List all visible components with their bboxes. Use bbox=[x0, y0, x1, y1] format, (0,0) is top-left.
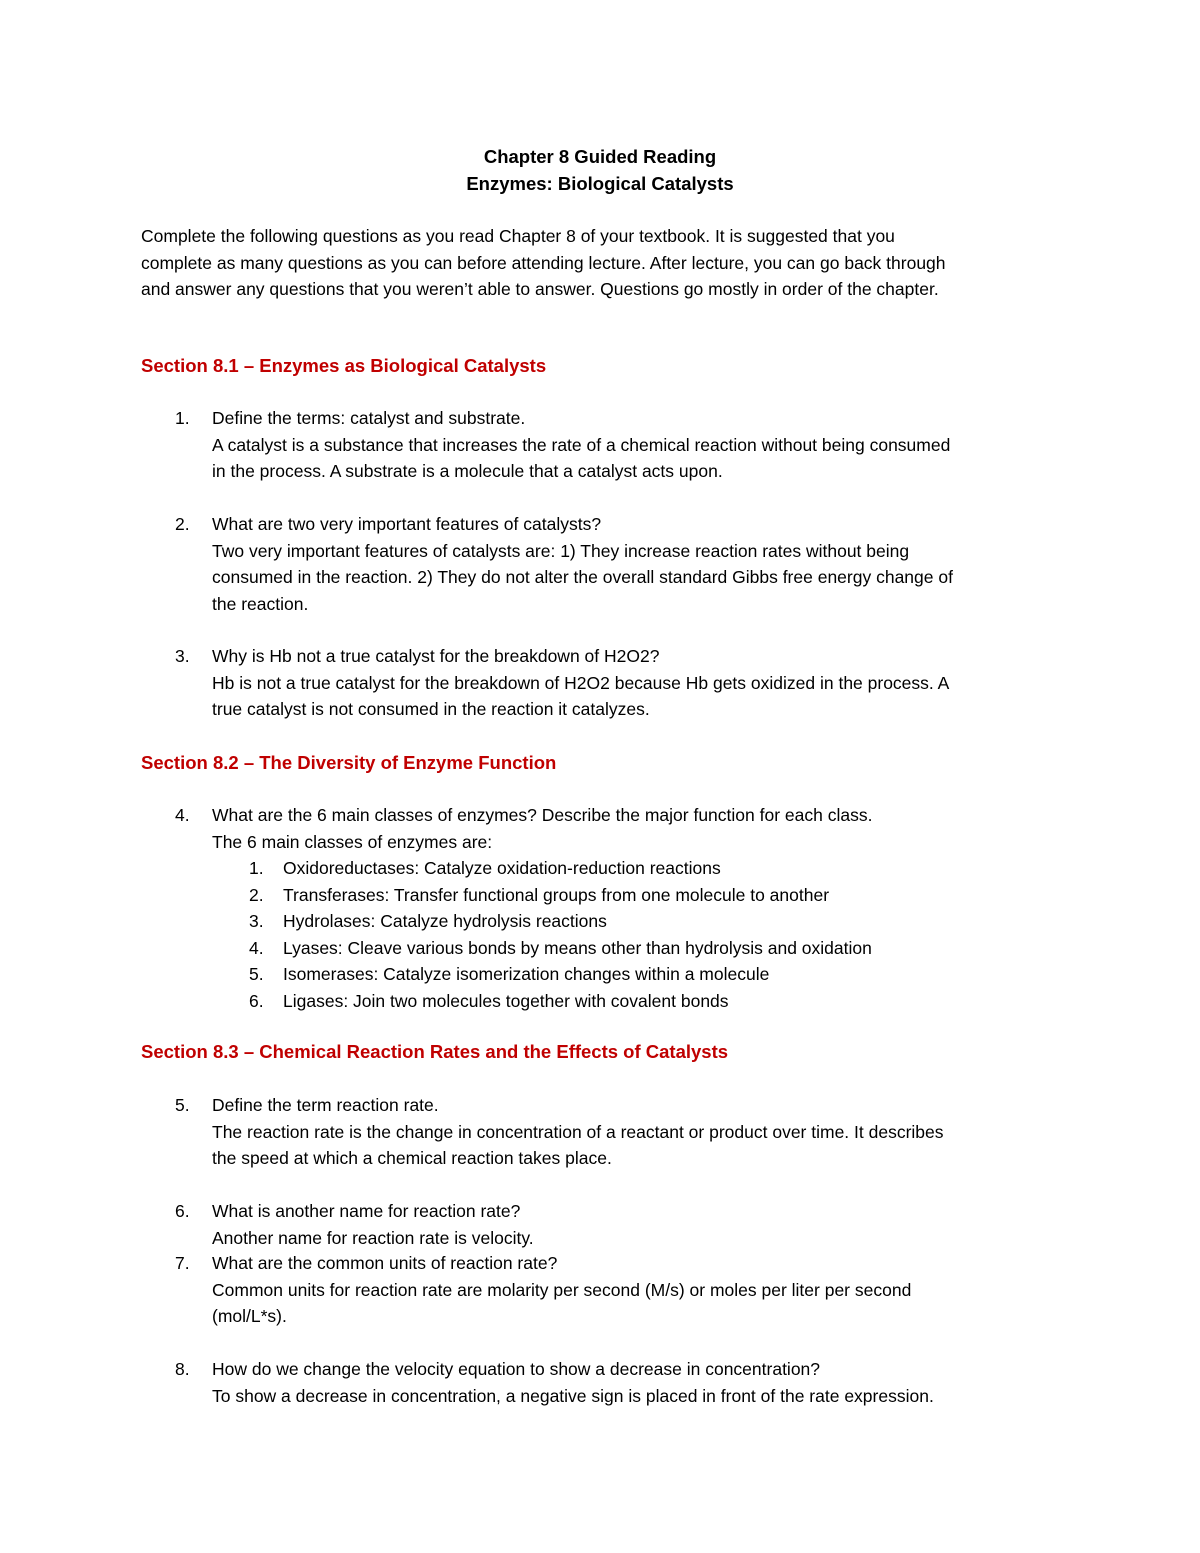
list-item-number: 1. bbox=[249, 858, 264, 878]
list-item-number: 5. bbox=[249, 964, 264, 984]
enzyme-class-list bbox=[212, 855, 1061, 1014]
list-item-text: Ligases: Join two molecules together with covalent bonds bbox=[283, 990, 729, 1011]
question-3 bbox=[141, 643, 1061, 723]
list-item-text: Transferases: Transfer functional groups from one molecule to another bbox=[283, 884, 830, 905]
section-heading-8-2: Section 8.2 – The Diversity of Enzyme Function bbox=[141, 752, 557, 773]
document-title bbox=[0, 143, 1200, 197]
list-item-text: Hydrolases: Catalyze hydrolysis reactions bbox=[283, 911, 607, 931]
section-heading-8-3: Section 8.3 – Chemical Reaction Rates and the Effects of Catalysts bbox=[141, 1041, 729, 1062]
question-number: 7. bbox=[175, 1253, 190, 1273]
intro-line: Complete the following questions as you read Chapter 8 of your textbook. It is suggested that you bbox=[141, 226, 895, 246]
list-item bbox=[212, 988, 1061, 1015]
answer-line: (mol/L*s). bbox=[212, 1306, 287, 1326]
question-number: 1. bbox=[175, 408, 190, 428]
list-item-number: 6. bbox=[249, 990, 264, 1011]
answer-line: A catalyst is a substance that increases the rate of a chemical reaction without being consumed bbox=[212, 434, 951, 455]
question-number: 2. bbox=[175, 514, 190, 534]
answer-line: the reaction. bbox=[212, 593, 309, 614]
answer-line: The reaction rate is the change in concentration of a reactant or product over time. It describes bbox=[212, 1121, 944, 1142]
question-1 bbox=[141, 405, 1061, 485]
question-4 bbox=[141, 802, 1061, 1014]
list-item bbox=[212, 908, 1061, 935]
list-item bbox=[212, 961, 1061, 988]
question-7 bbox=[141, 1250, 1061, 1330]
answer-line: in the process. A substrate is a molecule that a catalyst acts upon. bbox=[212, 461, 723, 481]
question-text: What are the common units of reaction rate? bbox=[212, 1253, 558, 1273]
list-item-text: Isomerases: Catalyze isomerization changes within a molecule bbox=[283, 964, 770, 984]
list-item bbox=[212, 935, 1061, 962]
intro-line: and answer any questions that you weren’t able to answer. Questions go mostly in order of the chapter. bbox=[141, 279, 939, 299]
question-text: Define the term reaction rate. bbox=[212, 1095, 439, 1115]
question-text: Why is Hb not a true catalyst for the breakdown of H2O2? bbox=[212, 646, 660, 666]
question-text: What is another name for reaction rate? bbox=[212, 1201, 521, 1221]
answer-line: To show a decrease in concentration, a negative sign is placed in front of the rate expression. bbox=[212, 1385, 934, 1406]
answer-line: Two very important features of catalysts are: 1) They increase reaction rates without being bbox=[212, 540, 910, 561]
question-text: What are two very important features of catalysts? bbox=[212, 514, 602, 534]
question-6 bbox=[141, 1198, 1061, 1251]
answer-line: The 6 main classes of enzymes are: bbox=[212, 831, 493, 852]
question-text: Define the terms: catalyst and substrate. bbox=[212, 408, 526, 428]
intro-line: complete as many questions as you can before attending lecture. After lecture, you can go back through bbox=[141, 252, 946, 273]
answer-line: consumed in the reaction. 2) They do not alter the overall standard Gibbs free energy change of bbox=[212, 567, 953, 587]
answer-line: Another name for reaction rate is velocity. bbox=[212, 1227, 534, 1248]
answer-line: Common units for reaction rate are molarity per second (M/s) or moles per liter per second bbox=[212, 1279, 912, 1300]
intro-paragraph bbox=[141, 223, 1071, 303]
list-item-text: Oxidoreductases: Catalyze oxidation-reduction reactions bbox=[283, 858, 721, 878]
question-2 bbox=[141, 511, 1061, 617]
list-item-text: Lyases: Cleave various bonds by means other than hydrolysis and oxidation bbox=[283, 937, 872, 958]
answer-line: true catalyst is not consumed in the reaction it catalyzes. bbox=[212, 699, 650, 719]
question-number: 5. bbox=[175, 1095, 190, 1115]
title-line-chapter: Chapter 8 Guided Reading bbox=[483, 146, 717, 167]
list-item-number: 3. bbox=[249, 911, 264, 931]
answer-line: Hb is not a true catalyst for the breakdown of H2O2 because Hb gets oxidized in the process. A bbox=[212, 672, 950, 693]
list-item-number: 2. bbox=[249, 884, 264, 905]
list-item bbox=[212, 855, 1061, 882]
question-text: What are the 6 main classes of enzymes? Describe the major function for each class. bbox=[212, 805, 873, 825]
question-number: 4. bbox=[175, 805, 190, 825]
question-5 bbox=[141, 1092, 1061, 1172]
question-8 bbox=[141, 1356, 1061, 1409]
question-number: 8. bbox=[175, 1359, 190, 1379]
question-number: 3. bbox=[175, 646, 190, 666]
title-line-topic: Enzymes: Biological Catalysts bbox=[466, 173, 734, 194]
question-text: How do we change the velocity equation to show a decrease in concentration? bbox=[212, 1359, 821, 1379]
list-item-number: 4. bbox=[249, 937, 264, 958]
question-number: 6. bbox=[175, 1201, 190, 1221]
section-heading-8-1: Section 8.1 – Enzymes as Biological Catalysts bbox=[141, 355, 547, 376]
list-item bbox=[212, 882, 1061, 909]
answer-line: the speed at which a chemical reaction takes place. bbox=[212, 1148, 612, 1168]
